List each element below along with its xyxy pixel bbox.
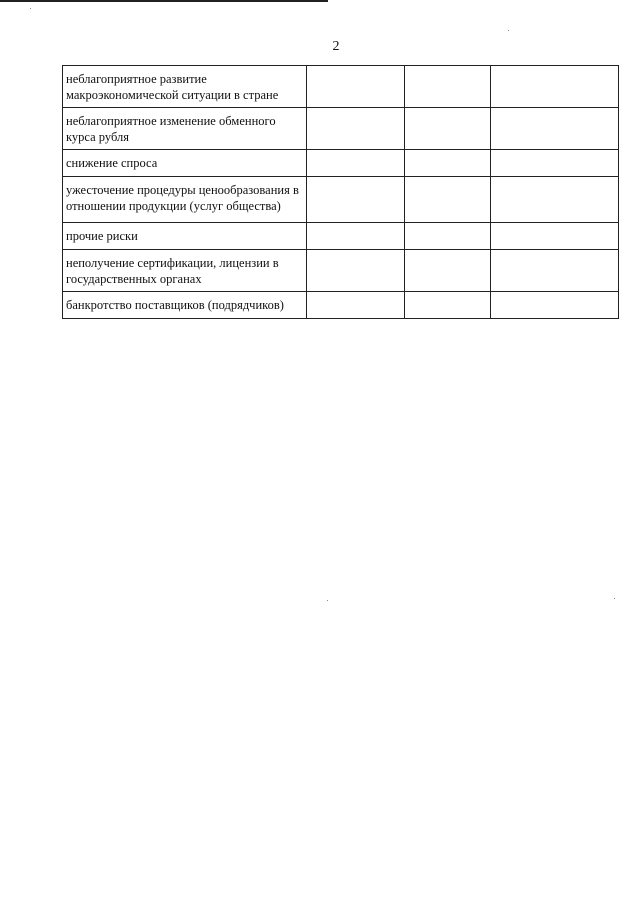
scan-speck (327, 600, 328, 601)
empty-cell (491, 150, 619, 177)
empty-cell (307, 108, 405, 150)
table-row (63, 66, 619, 108)
table-row (63, 292, 619, 319)
table-row (63, 250, 619, 292)
scan-speck (30, 8, 31, 9)
scan-speck (614, 598, 615, 599)
table-row (63, 108, 619, 150)
risk-name-cell: неблагоприятное изменение обменного курса рубля (63, 108, 307, 150)
risk-name-cell: ужесточение процедуры ценообразования в отношении продукции (услуг общества) (63, 177, 307, 223)
table-row (63, 223, 619, 250)
empty-cell (491, 250, 619, 292)
empty-cell (491, 177, 619, 223)
empty-cell (405, 66, 491, 108)
empty-cell (307, 250, 405, 292)
risk-table (62, 65, 619, 319)
empty-cell (491, 108, 619, 150)
empty-cell (405, 150, 491, 177)
empty-cell (405, 108, 491, 150)
empty-cell (405, 177, 491, 223)
risk-name-cell: снижение спроса (63, 150, 307, 177)
empty-cell (405, 223, 491, 250)
empty-cell (491, 66, 619, 108)
risk-name-cell: банкротство поставщиков (подрядчиков) (63, 292, 307, 319)
empty-cell (491, 292, 619, 319)
empty-cell (405, 292, 491, 319)
page-number: 2 (332, 39, 340, 54)
empty-cell (307, 292, 405, 319)
scan-speck (508, 30, 509, 31)
risk-name-cell: неблагоприятное развитие макроэкономической ситуации в стране (63, 66, 307, 108)
risk-name-cell: неполучение сертификации, лицензии в государственных органах (63, 250, 307, 292)
table-row (63, 177, 619, 223)
empty-cell (491, 223, 619, 250)
risk-name-cell: прочие риски (63, 223, 307, 250)
empty-cell (307, 150, 405, 177)
scan-edge-line (0, 0, 328, 2)
empty-cell (307, 223, 405, 250)
table-row (63, 150, 619, 177)
empty-cell (405, 250, 491, 292)
empty-cell (307, 177, 405, 223)
empty-cell (307, 66, 405, 108)
